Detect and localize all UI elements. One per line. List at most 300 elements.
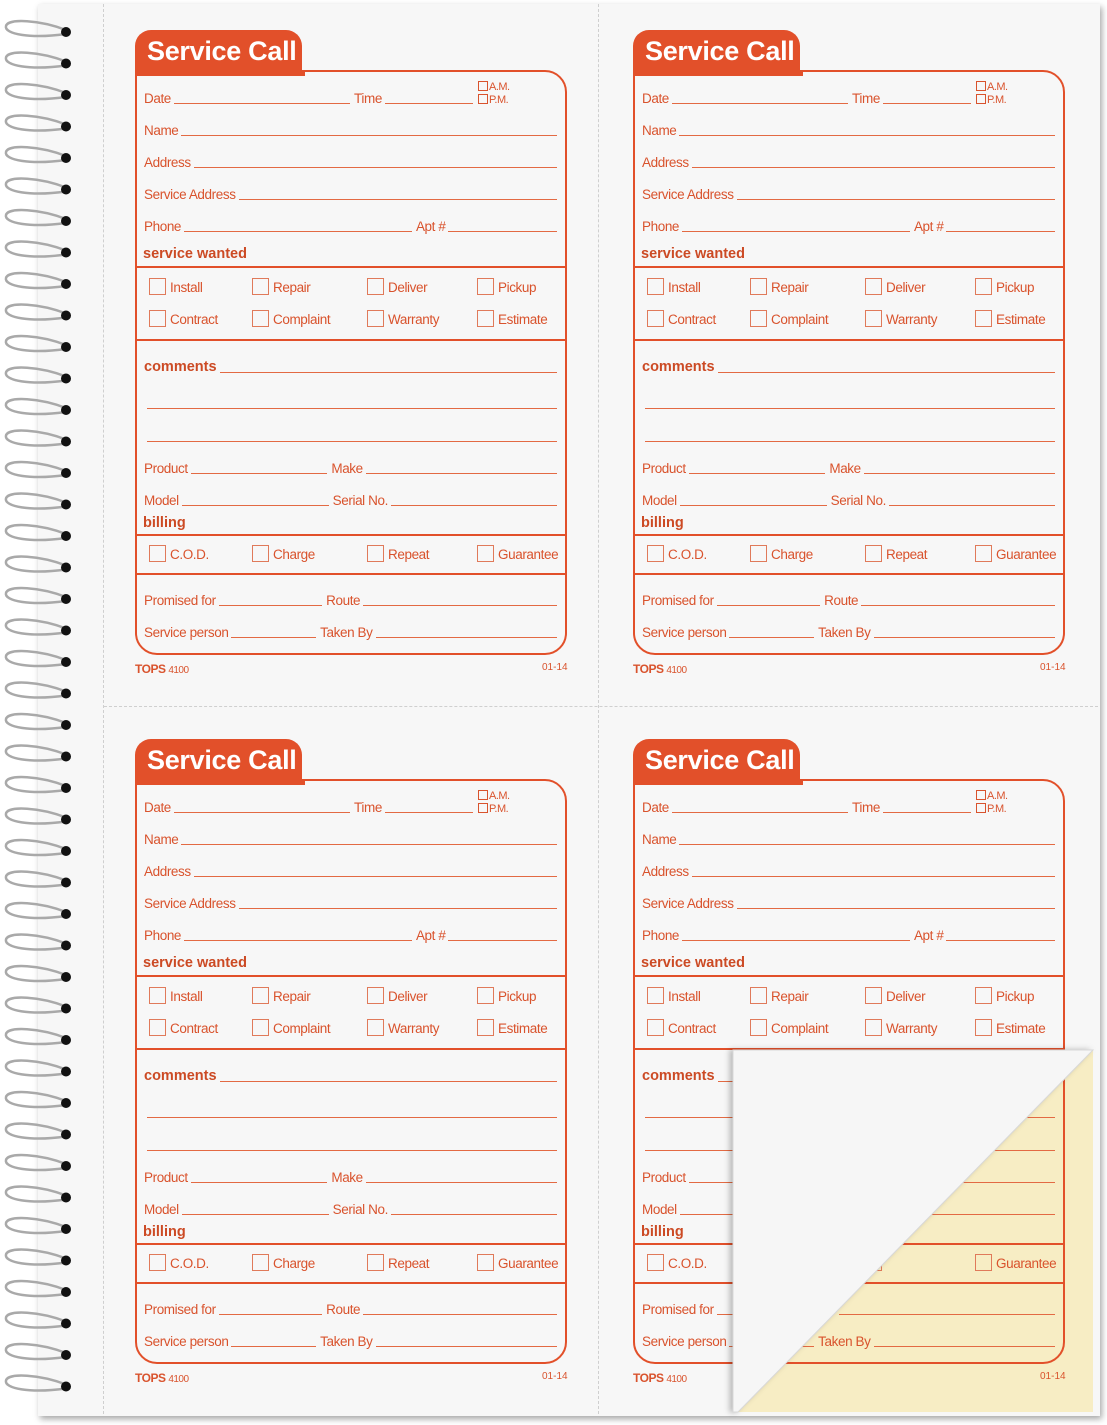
checkbox[interactable] — [477, 545, 494, 562]
checkbox-label: Complaint — [771, 1021, 829, 1036]
am-checkbox[interactable] — [976, 790, 1008, 803]
service-checkbox-contract[interactable] — [149, 310, 218, 327]
comments-line[interactable] — [144, 1137, 561, 1153]
taken-by-field[interactable] — [376, 1346, 558, 1347]
spiral-coil — [6, 746, 71, 762]
billing-heading: billing — [641, 1224, 684, 1240]
checkbox-label: Guarantee — [498, 547, 559, 562]
name-row — [642, 122, 1059, 138]
comments-row — [642, 359, 1059, 375]
address-label: Address — [642, 864, 689, 879]
brand-logo — [633, 1371, 687, 1385]
apt-field[interactable] — [448, 231, 557, 232]
date-label: Date — [642, 800, 669, 815]
service-person-label: Service person — [144, 625, 229, 640]
brand-logo — [633, 662, 687, 676]
spiral-coil — [6, 1250, 71, 1266]
service-checkbox-repair[interactable] — [750, 278, 808, 295]
spiral-coil — [6, 998, 71, 1014]
service-wanted-heading: service wanted — [641, 246, 745, 262]
checkbox-label: Guarantee — [498, 1256, 559, 1271]
serial-field[interactable] — [391, 505, 557, 506]
revision-code: 01-14 — [1040, 662, 1066, 673]
service-person-row — [642, 1333, 1059, 1349]
spiral-coil — [6, 1187, 71, 1203]
service-checkbox-complaint[interactable] — [750, 1019, 828, 1036]
checkbox[interactable] — [252, 1254, 269, 1271]
name-label: Name — [144, 123, 179, 138]
checkbox[interactable] — [477, 987, 494, 1004]
billing-checkbox-cod[interactable] — [647, 1254, 707, 1271]
checkbox[interactable] — [149, 545, 166, 562]
service-checkbox-repair[interactable] — [252, 987, 310, 1004]
service-checkbox-deliver[interactable] — [865, 278, 925, 295]
checkbox[interactable] — [367, 1019, 384, 1036]
service-person-field[interactable] — [729, 637, 814, 638]
pm-label: P.M. — [987, 803, 1007, 815]
time-field[interactable] — [385, 103, 473, 104]
checkbox[interactable] — [367, 987, 384, 1004]
divider — [137, 534, 565, 536]
form-number: 4100 — [666, 665, 687, 676]
product-field[interactable] — [191, 1182, 328, 1183]
checkbox[interactable] — [252, 545, 269, 562]
model-field[interactable] — [680, 505, 827, 506]
comments-line[interactable] — [144, 1104, 561, 1120]
billing-checkbox-repeat[interactable] — [367, 1254, 429, 1271]
billing-checkbox-repeat[interactable] — [865, 545, 927, 562]
checkbox[interactable] — [975, 278, 992, 295]
checkbox[interactable] — [975, 1019, 992, 1036]
model-label: Model — [642, 1202, 677, 1217]
am-checkbox[interactable] — [976, 81, 1008, 94]
service-call-form-1 — [105, 5, 601, 710]
phone-row — [642, 218, 1059, 234]
billing-checkbox-guarantee[interactable] — [975, 1254, 1056, 1271]
am-label: A.M. — [987, 790, 1008, 802]
address-row — [642, 863, 1059, 879]
checkbox[interactable] — [750, 310, 767, 327]
spiral-coil — [6, 525, 71, 541]
make-label: Make — [331, 1170, 363, 1185]
checkbox[interactable] — [750, 1019, 767, 1036]
pm-label: P.M. — [489, 803, 509, 815]
checkbox[interactable] — [477, 1254, 494, 1271]
spiral-coil — [6, 399, 71, 415]
service-checkbox-install[interactable] — [149, 278, 202, 295]
service-address-row — [642, 186, 1059, 202]
service-checkbox-estimate[interactable] — [975, 310, 1045, 327]
make-field[interactable] — [366, 1182, 557, 1183]
service-address-row — [642, 895, 1059, 911]
promised-row — [144, 592, 561, 608]
checkbox[interactable] — [647, 987, 664, 1004]
phone-row — [144, 218, 561, 234]
address-row — [144, 863, 561, 879]
name-field[interactable] — [181, 135, 557, 136]
billing-checkbox-repeat[interactable] — [367, 545, 429, 562]
phone-field[interactable] — [682, 940, 910, 941]
checkbox[interactable] — [647, 545, 664, 562]
form-number: 4100 — [666, 1374, 687, 1385]
serial-label: Serial No. — [830, 493, 886, 508]
am-label: A.M. — [489, 790, 510, 802]
promised-row — [642, 592, 1059, 608]
service-checkbox-pickup[interactable] — [477, 278, 536, 295]
spiral-coil — [6, 840, 71, 856]
comments-row — [144, 1068, 561, 1084]
service-address-label: Service Address — [144, 187, 236, 202]
service-checkbox-contract[interactable] — [647, 1019, 716, 1036]
checkbox[interactable] — [975, 545, 992, 562]
name-label: Name — [144, 832, 179, 847]
address-field[interactable] — [194, 876, 557, 877]
route-field[interactable] — [363, 605, 557, 606]
spiral-coil — [6, 273, 71, 289]
checkbox-label: C.O.D. — [668, 547, 707, 562]
comments-field[interactable] — [220, 1081, 557, 1082]
spiral-coil — [6, 1061, 71, 1077]
am-pm-options — [976, 81, 1008, 107]
service-checkbox-estimate[interactable] — [477, 310, 547, 327]
taken-by-field[interactable] — [874, 637, 1056, 638]
service-address-field[interactable] — [239, 908, 557, 909]
service-address-field[interactable] — [737, 908, 1055, 909]
address-label: Address — [642, 155, 689, 170]
address-field[interactable] — [194, 167, 557, 168]
spiral-coil — [6, 935, 71, 951]
phone-label: Phone — [144, 928, 182, 943]
service-checkbox-complaint[interactable] — [252, 1019, 330, 1036]
checkbox[interactable] — [647, 310, 664, 327]
brand-name: TOPS — [135, 1371, 166, 1385]
billing-checkbox-guarantee[interactable] — [477, 1254, 558, 1271]
pm-label: P.M. — [489, 94, 509, 106]
service-checkbox-repair[interactable] — [252, 278, 310, 295]
name-field[interactable] — [679, 844, 1055, 845]
service-person-field[interactable] — [231, 637, 316, 638]
checkbox[interactable] — [865, 987, 882, 1004]
checkbox[interactable] — [865, 1019, 882, 1036]
route-field[interactable] — [839, 1314, 1055, 1315]
comments-heading: comments — [144, 1068, 217, 1084]
checkbox[interactable] — [149, 987, 166, 1004]
serial-label: Serial No. — [332, 493, 388, 508]
date-label: Date — [144, 800, 171, 815]
comments-field[interactable] — [718, 372, 1055, 373]
model-label: Model — [144, 493, 179, 508]
pm-checkbox[interactable] — [478, 803, 510, 816]
checkbox[interactable] — [149, 1019, 166, 1036]
spiral-coil — [6, 557, 71, 573]
checkbox-label: C.O.D. — [170, 1256, 209, 1271]
checkbox[interactable] — [367, 545, 384, 562]
divider — [137, 266, 565, 268]
service-checkbox-complaint[interactable] — [750, 310, 828, 327]
date-field[interactable] — [174, 103, 350, 104]
model-label: Model — [642, 493, 677, 508]
checkbox[interactable] — [149, 278, 166, 295]
apt-field[interactable] — [946, 231, 1055, 232]
checkbox[interactable] — [750, 987, 767, 1004]
time-label: Time — [354, 800, 382, 815]
spiral-coil — [6, 809, 71, 825]
checkbox-label: Guarantee — [996, 547, 1057, 562]
spiral-coil — [6, 714, 71, 730]
checkbox[interactable] — [865, 310, 882, 327]
spiral-coil — [6, 210, 71, 226]
promised-for-label: Promised for — [642, 593, 714, 608]
service-person-label: Service person — [144, 1334, 229, 1349]
serial-field[interactable] — [889, 505, 1055, 506]
checkbox[interactable] — [367, 278, 384, 295]
checkbox-label: Estimate — [498, 1021, 548, 1036]
apt-label: Apt # — [913, 928, 944, 943]
checkbox[interactable] — [367, 310, 384, 327]
spiral-coil — [6, 872, 71, 888]
checkbox-label: Deliver — [388, 280, 428, 295]
service-checkbox-repair[interactable] — [750, 987, 808, 1004]
phone-label: Phone — [642, 219, 680, 234]
spiral-coil — [6, 305, 71, 321]
phone-field[interactable] — [184, 940, 412, 941]
time-field[interactable] — [883, 812, 971, 813]
checkbox[interactable] — [149, 310, 166, 327]
date-field[interactable] — [672, 103, 848, 104]
checkbox[interactable] — [750, 545, 767, 562]
checkbox[interactable] — [865, 545, 882, 562]
phone-row — [144, 927, 561, 943]
service-checkbox-install[interactable] — [647, 278, 700, 295]
checkbox-label: C.O.D. — [668, 1256, 707, 1271]
service-checkbox-warranty[interactable] — [865, 310, 937, 327]
form-title: Service Call — [633, 739, 800, 784]
name-field[interactable] — [679, 135, 1055, 136]
phone-field[interactable] — [682, 231, 910, 232]
service-address-field[interactable] — [737, 199, 1055, 200]
address-field[interactable] — [692, 167, 1055, 168]
checkbox[interactable] — [647, 278, 664, 295]
service-checkbox-warranty[interactable] — [367, 1019, 439, 1036]
checkbox[interactable] — [647, 1254, 664, 1271]
checkbox[interactable] — [477, 310, 494, 327]
checkbox-label: Install — [170, 989, 203, 1004]
checkbox[interactable] — [252, 278, 269, 295]
service-checkbox-pickup[interactable] — [975, 278, 1034, 295]
date-time-row — [642, 90, 975, 106]
service-person-row — [642, 624, 1059, 640]
spiral-coil — [6, 1313, 71, 1329]
spiral-coil — [6, 21, 71, 37]
comments-line[interactable] — [144, 428, 561, 444]
form-body — [135, 779, 567, 1364]
product-field[interactable] — [191, 473, 328, 474]
service-checkbox-complaint[interactable] — [252, 310, 330, 327]
apt-field[interactable] — [448, 940, 557, 941]
checkbox[interactable] — [252, 1019, 269, 1036]
promised-row — [144, 1301, 561, 1317]
product-row — [144, 460, 561, 476]
billing-heading: billing — [143, 515, 186, 531]
service-checkbox-pickup[interactable] — [477, 987, 536, 1004]
service-checkbox-deliver[interactable] — [865, 987, 925, 1004]
serial-field[interactable] — [391, 1214, 557, 1215]
service-address-row — [144, 186, 561, 202]
service-call-form-2 — [603, 5, 1099, 710]
am-pm-options — [976, 790, 1008, 816]
date-field[interactable] — [672, 812, 848, 813]
checkbox[interactable] — [750, 278, 767, 295]
service-checkbox-install[interactable] — [149, 987, 202, 1004]
promised-for-label: Promised for — [642, 1302, 714, 1317]
phone-label: Phone — [642, 928, 680, 943]
spiral-coil — [6, 1376, 71, 1392]
comments-line[interactable] — [642, 395, 1059, 411]
comments-line[interactable] — [144, 395, 561, 411]
time-field[interactable] — [385, 812, 473, 813]
spiral-coil — [6, 431, 71, 447]
route-field[interactable] — [861, 605, 1055, 606]
model-field[interactable] — [182, 505, 329, 506]
name-field[interactable] — [181, 844, 557, 845]
product-field[interactable] — [689, 473, 826, 474]
service-checkbox-deliver[interactable] — [367, 987, 427, 1004]
checkbox-label: Repair — [771, 280, 809, 295]
spiral-coil — [6, 84, 71, 100]
checkbox-label: Complaint — [273, 1021, 331, 1036]
service-checkbox-warranty[interactable] — [367, 310, 439, 327]
checkbox-label: Contract — [170, 1021, 218, 1036]
billing-checkbox-cod[interactable] — [647, 545, 707, 562]
taken-by-field[interactable] — [874, 1346, 1056, 1347]
am-checkbox[interactable] — [478, 81, 510, 94]
taken-by-field[interactable] — [376, 637, 558, 638]
checkbox[interactable] — [647, 1019, 664, 1036]
billing-checkbox-cod[interactable] — [149, 545, 209, 562]
address-row — [144, 154, 561, 170]
checkbox[interactable] — [477, 1019, 494, 1036]
billing-checkbox-charge[interactable] — [750, 545, 813, 562]
checkbox-label: Contract — [668, 1021, 716, 1036]
apt-label: Apt # — [415, 219, 446, 234]
time-field[interactable] — [883, 103, 971, 104]
name-row — [642, 831, 1059, 847]
brand-name: TOPS — [633, 1371, 664, 1385]
time-label: Time — [852, 91, 880, 106]
spiral-coil — [6, 462, 71, 478]
service-checkbox-pickup[interactable] — [975, 987, 1034, 1004]
billing-checkbox-guarantee[interactable] — [975, 545, 1056, 562]
checkbox-label: Deliver — [886, 989, 926, 1004]
pm-checkbox[interactable] — [478, 94, 510, 107]
brand-logo — [135, 1371, 189, 1385]
checkbox[interactable] — [477, 278, 494, 295]
address-row — [642, 154, 1059, 170]
service-checkbox-estimate[interactable] — [975, 1019, 1045, 1036]
service-person-field[interactable] — [231, 1346, 316, 1347]
checkbox[interactable] — [975, 987, 992, 1004]
service-person-row — [144, 1333, 561, 1349]
checkbox-label: Deliver — [388, 989, 428, 1004]
billing-checkbox-cod[interactable] — [149, 1254, 209, 1271]
checkbox[interactable] — [975, 1254, 992, 1271]
divider — [635, 975, 1063, 977]
checkbox[interactable] — [149, 1254, 166, 1271]
service-address-label: Service Address — [642, 896, 734, 911]
name-label: Name — [642, 832, 677, 847]
billing-checkbox-charge[interactable] — [252, 545, 315, 562]
spiral-coil — [6, 242, 71, 258]
checkbox[interactable] — [865, 278, 882, 295]
spiral-coil — [6, 1124, 71, 1140]
phone-field[interactable] — [184, 231, 412, 232]
model-row — [642, 492, 1059, 508]
promised-for-field[interactable] — [219, 605, 322, 606]
service-checkbox-deliver[interactable] — [367, 278, 427, 295]
comments-line[interactable] — [642, 428, 1059, 444]
service-checkbox-estimate[interactable] — [477, 1019, 547, 1036]
am-checkbox[interactable] — [478, 790, 510, 803]
billing-checkbox-charge[interactable] — [252, 1254, 315, 1271]
checkbox[interactable] — [252, 310, 269, 327]
billing-checkbox-guarantee[interactable] — [477, 545, 558, 562]
comments-field[interactable] — [220, 372, 557, 373]
checkbox-label: Warranty — [886, 312, 938, 327]
promised-for-field[interactable] — [219, 1314, 322, 1315]
spiral-coil — [6, 1155, 71, 1171]
service-address-field[interactable] — [239, 199, 557, 200]
date-time-row — [144, 799, 477, 815]
pm-checkbox[interactable] — [976, 803, 1008, 816]
service-checkbox-install[interactable] — [647, 987, 700, 1004]
address-field[interactable] — [692, 876, 1055, 877]
checkbox-label: Pickup — [498, 280, 537, 295]
checkbox[interactable] — [367, 1254, 384, 1271]
divider — [635, 266, 1063, 268]
time-label: Time — [852, 800, 880, 815]
spiral-coil — [6, 1092, 71, 1108]
checkbox-label: Contract — [668, 312, 716, 327]
make-field[interactable] — [864, 473, 1055, 474]
product-label: Product — [642, 1170, 686, 1185]
service-checkbox-contract[interactable] — [149, 1019, 218, 1036]
service-checkbox-contract[interactable] — [647, 310, 716, 327]
make-field[interactable] — [366, 473, 557, 474]
divider — [137, 1243, 565, 1245]
pm-checkbox[interactable] — [976, 94, 1008, 107]
checkbox-label: Repeat — [388, 1256, 430, 1271]
spiral-coil — [6, 179, 71, 195]
apt-field[interactable] — [946, 940, 1055, 941]
brand-name: TOPS — [633, 662, 664, 676]
billing-heading: billing — [143, 1224, 186, 1240]
promised-for-field[interactable] — [717, 605, 820, 606]
checkbox[interactable] — [252, 987, 269, 1004]
am-pm-options — [478, 81, 510, 107]
service-wanted-heading: service wanted — [641, 955, 745, 971]
service-checkbox-warranty[interactable] — [865, 1019, 937, 1036]
spiral-coil — [6, 494, 71, 510]
model-field[interactable] — [182, 1214, 329, 1215]
product-label: Product — [642, 461, 686, 476]
checkbox[interactable] — [975, 310, 992, 327]
checkbox-label: Pickup — [498, 989, 537, 1004]
service-address-label: Service Address — [144, 896, 236, 911]
checkbox-label: Complaint — [771, 312, 829, 327]
spiral-coil — [6, 1218, 71, 1234]
date-field[interactable] — [174, 812, 350, 813]
route-field[interactable] — [363, 1314, 557, 1315]
